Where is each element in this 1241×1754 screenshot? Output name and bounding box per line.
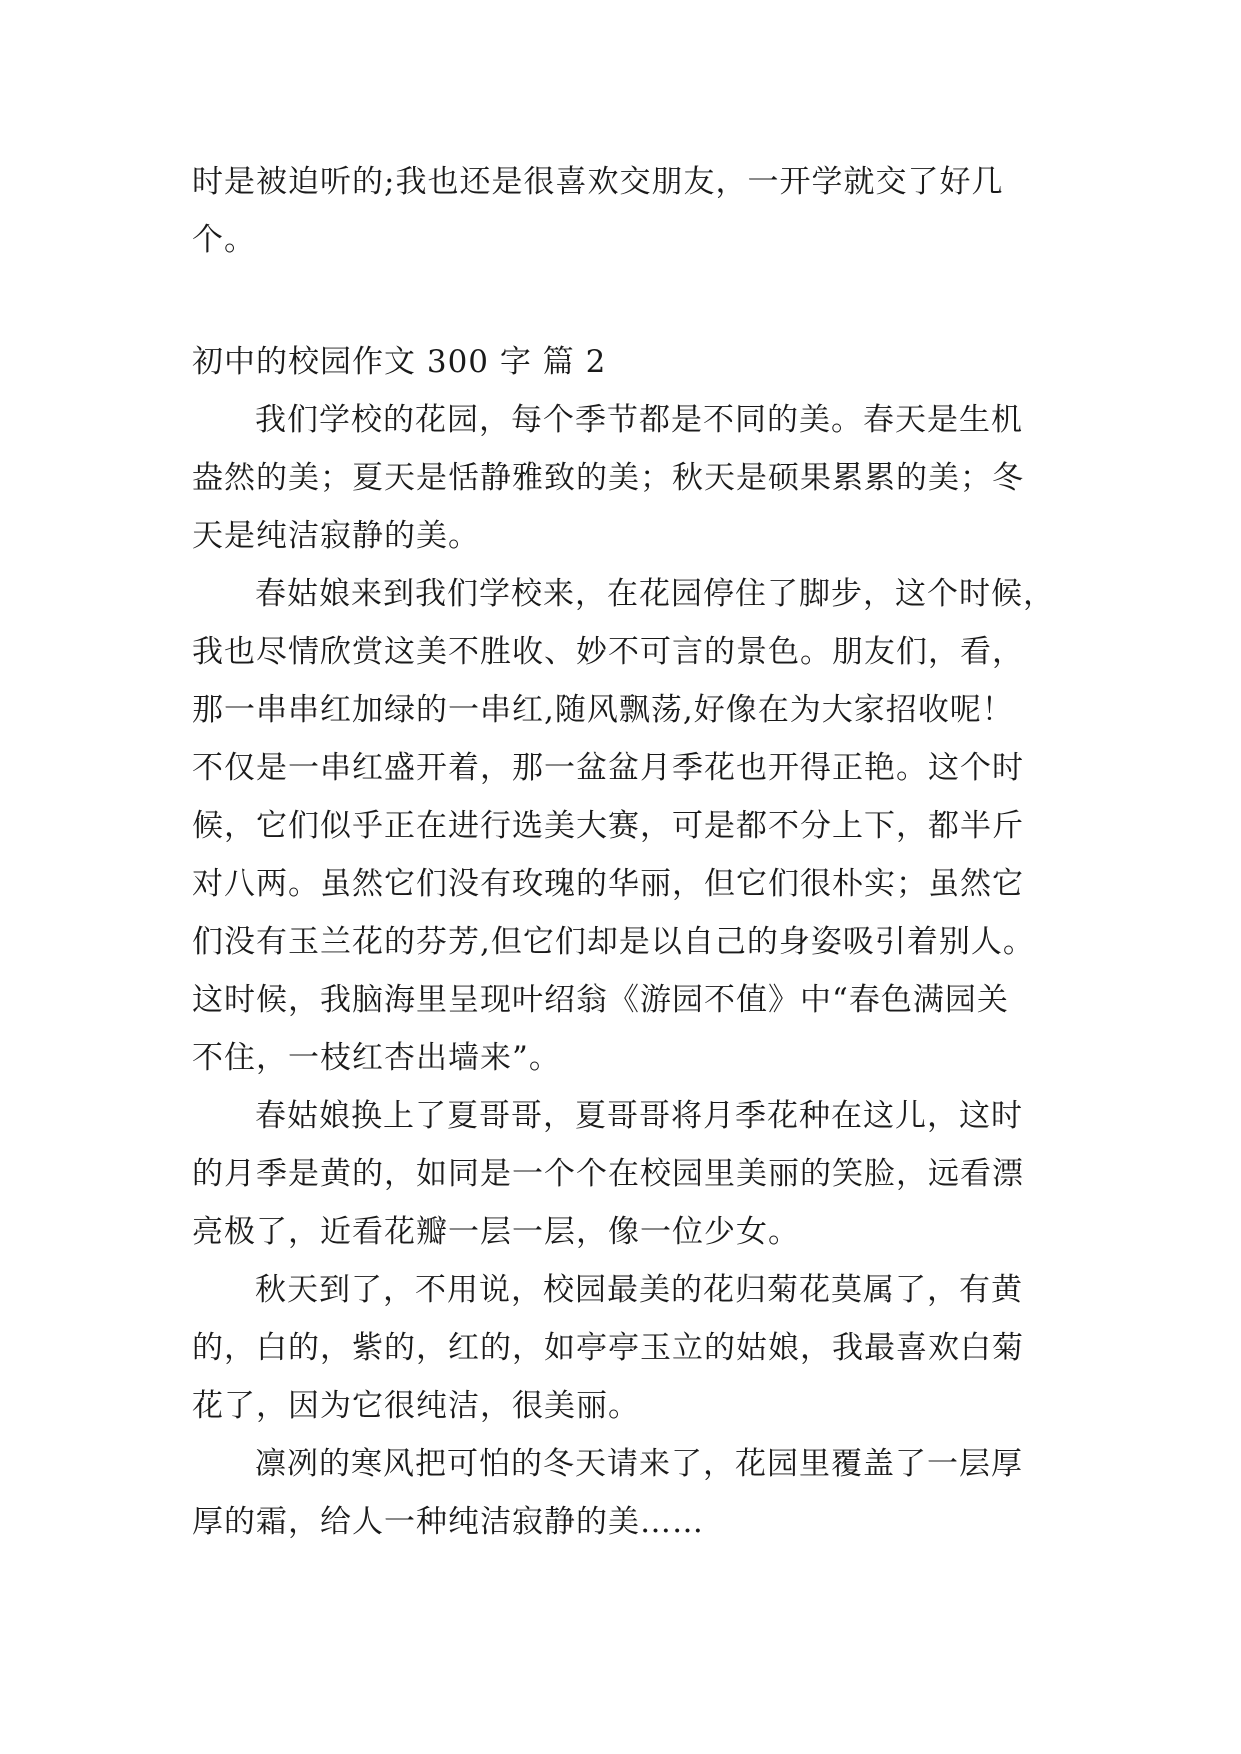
- text-line: 那一串串红加绿的一串红,随风飘荡,好像在为大家招收呢！: [192, 692, 1014, 728]
- paragraph-start: 我们学校的花园，每个季节都是不同的美。春天是生机: [255, 402, 1023, 438]
- text-line: 个。: [192, 222, 256, 258]
- text-line: 这时候，我脑海里呈现叶绍翁《游园不值》中“春色满园关: [192, 982, 1009, 1018]
- text-line: 亮极了，近看花瓣一层一层，像一位少女。: [192, 1214, 800, 1250]
- text-line: 厚的霜，给人一种纯洁寂静的美……: [192, 1504, 704, 1540]
- text-line: 不仅是一串红盛开着，那一盆盆月季花也开得正艳。这个时: [192, 750, 1024, 786]
- text-line: 们没有玉兰花的芬芳,但它们却是以自己的身姿吸引着别人。: [192, 924, 1035, 960]
- text-line: 我也尽情欣赏这美不胜收、妙不可言的景色。朋友们，看，: [192, 634, 1024, 670]
- text-line: 对八两。虽然它们没有玫瑰的华丽，但它们很朴实；虽然它: [192, 866, 1024, 902]
- text-line: 的，白的，紫的，红的，如亭亭玉立的姑娘，我最喜欢白菊: [192, 1330, 1024, 1366]
- text-line: 时是被迫听的;我也还是很喜欢交朋友，一开学就交了好几: [192, 164, 1004, 200]
- paragraph-start: 春姑娘换上了夏哥哥，夏哥哥将月季花种在这儿，这时: [255, 1098, 1023, 1134]
- text-line: 花了，因为它很纯洁，很美丽。: [192, 1388, 640, 1424]
- section-heading: 初中的校园作文 300 字 篇 2: [192, 344, 607, 380]
- text-line: 候，它们似乎正在进行选美大赛，可是都不分上下，都半斤: [192, 808, 1024, 844]
- text-line: 不住，一枝红杏出墙来”。: [192, 1040, 561, 1076]
- text-line: 的月季是黄的，如同是一个个在校园里美丽的笑脸，远看漂: [192, 1156, 1024, 1192]
- paragraph-start: 凛冽的寒风把可怕的冬天请来了，花园里覆盖了一层厚: [255, 1446, 1023, 1482]
- text-line: 天是纯洁寂静的美。: [192, 518, 480, 554]
- paragraph-start: 春姑娘来到我们学校来，在花园停住了脚步，这个时候，: [255, 576, 1055, 612]
- paragraph-start: 秋天到了，不用说，校园最美的花归菊花莫属了，有黄: [255, 1272, 1023, 1308]
- text-line: 盎然的美；夏天是恬静雅致的美；秋天是硕果累累的美；冬: [192, 460, 1024, 496]
